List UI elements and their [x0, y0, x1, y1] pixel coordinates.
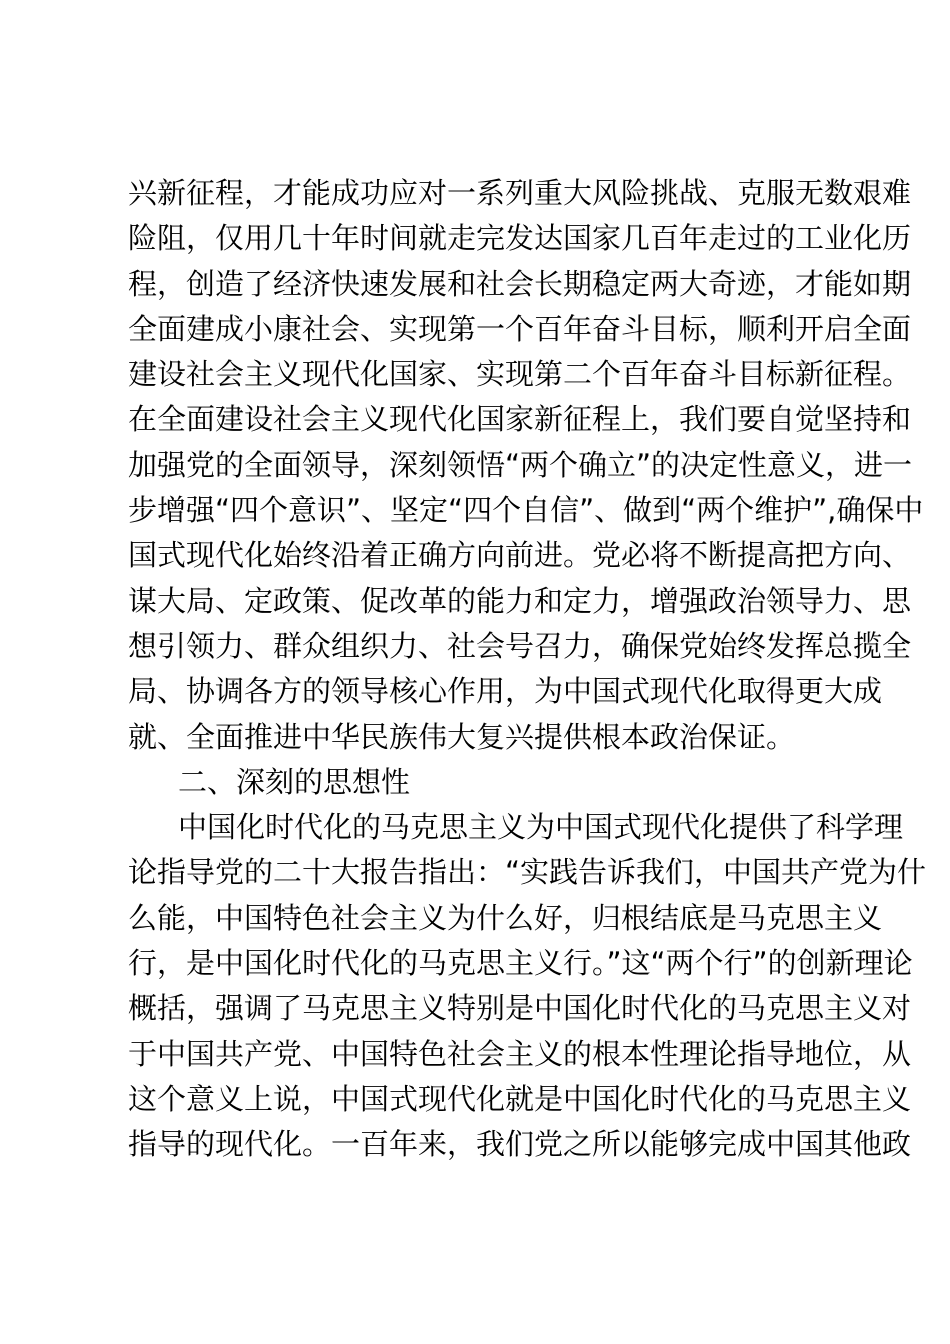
- text-line: 么能，中国特色社会主义为什么好，归根结底是马克思主义: [128, 900, 883, 935]
- text-line: 建设社会主义现代化国家、实现第二个百年奋斗目标新征程。: [128, 357, 912, 392]
- body-text: [128, 171, 927, 1168]
- text-line: 概括，强调了马克思主义特别是中国化时代化的马克思主义对: [128, 991, 912, 1026]
- text-line: 于中国共产党、中国特色社会主义的根本性理论指导地位，从: [128, 1036, 912, 1071]
- text-line: 险阻，仅用几十年时间就走完发达国家几百年走过的工业化历: [128, 221, 912, 256]
- text-line: 在全面建设社会主义现代化国家新征程上，我们要自觉坚持和: [128, 402, 912, 437]
- text-line: 程，创造了经济快速发展和社会长期稳定两大奇迹，才能如期: [128, 266, 912, 301]
- text-line: 指导的现代化。一百年来，我们党之所以能够完成中国其他政: [128, 1127, 912, 1162]
- text-line: 行，是中国化时代化的马克思主义行。”这“两个行”的创新理论: [128, 946, 913, 981]
- text-line: 全面建成小康社会、实现第一个百年奋斗目标，顺利开启全面: [128, 311, 912, 346]
- text-line: 步增强“四个意识”、坚定“四个自信”、做到“两个维护”,确保中: [128, 493, 924, 528]
- section-heading: 二、深刻的思想性: [178, 764, 411, 799]
- text-line: 国式现代化始终沿着正确方向前进。党必将不断提高把方向、: [128, 538, 912, 573]
- text-line: 兴新征程，才能成功应对一系列重大风险挑战、克服无数艰难: [128, 176, 912, 210]
- text-line: 论指导党的二十大报告指出：“实践告诉我们，中国共产党为什: [128, 855, 927, 890]
- text-line: 就、全面推进中华民族伟大复兴提供根本政治保证。: [128, 719, 796, 754]
- text-line: 中国化时代化的马克思主义为中国式现代化提供了科学理: [178, 810, 904, 845]
- text-line: 局、协调各方的领导核心作用，为中国式现代化取得更大成: [128, 674, 883, 709]
- text-line: 这个意义上说，中国式现代化就是中国化时代化的马克思主义: [128, 1081, 912, 1116]
- text-line: 谋大局、定政策、促改革的能力和定力，增强政治领导力、思: [128, 583, 912, 618]
- text-line: 加强党的全面领导，深刻领悟“两个确立”的决定性意义，进一: [128, 447, 913, 482]
- text-line: 想引领力、群众组织力、社会号召力，确保党始终发挥总揽全: [128, 628, 912, 663]
